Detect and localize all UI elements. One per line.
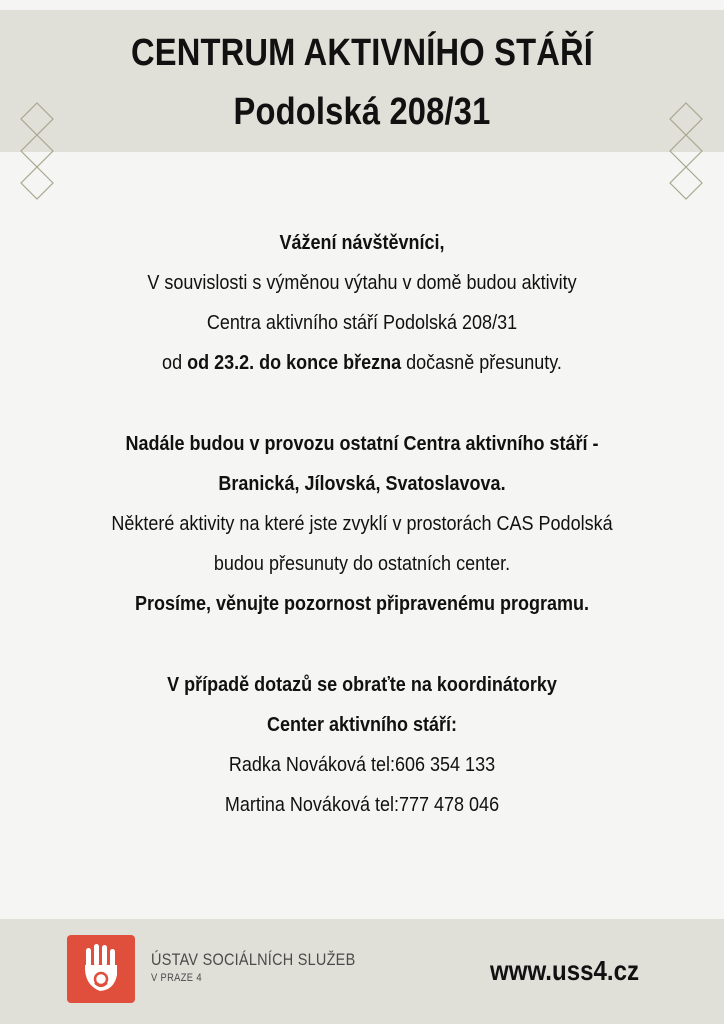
paragraph-line bbox=[36, 348, 688, 378]
website-link[interactable]: www.uss4.cz bbox=[490, 955, 639, 986]
paragraph-line: Centra aktivního stáří Podolská 208/31 bbox=[206, 312, 518, 334]
greeting: Vážení návštěvníci, bbox=[279, 232, 445, 254]
organization-name: ÚSTAV SOCIÁLNÍCH SLUŽEB bbox=[151, 950, 356, 969]
diamond-decoration-icon bbox=[665, 100, 707, 202]
text-fragment: dočasně přesunuty. bbox=[401, 352, 562, 374]
contact-line: Martina Nováková tel:777 478 046 bbox=[224, 794, 500, 816]
contact-line: Radka Nováková tel:606 354 133 bbox=[228, 754, 496, 776]
page-title: CENTRUM AKTIVNÍHO STÁŘÍ bbox=[130, 32, 594, 74]
paragraph-line: V souvislosti s výměnou výtahu v domě budou aktivity bbox=[147, 272, 577, 294]
hand-icon bbox=[67, 935, 135, 1003]
diamond-decoration-icon bbox=[16, 100, 58, 202]
organization-location: V PRAZE 4 bbox=[151, 972, 202, 984]
paragraph-line: Prosíme, věnujte pozornost připravenému programu. bbox=[134, 593, 590, 615]
paragraph-line: V případě dotazů se obraťte na koordinátorky bbox=[167, 674, 557, 696]
date-range: od 23.2. do konce března bbox=[187, 352, 402, 374]
paragraph-line: budou přesunuty do ostatních center. bbox=[213, 553, 511, 575]
paragraph-line: Nadále budou v provozu ostatní Centra aktivního stáří - bbox=[125, 433, 599, 455]
paragraph-line: Branická, Jílovská, Svatoslavova. bbox=[218, 473, 506, 495]
text-fragment: od bbox=[162, 352, 188, 374]
paragraph-line: Některé aktivity na které jste zvyklí v prostorách CAS Podolská bbox=[111, 513, 613, 535]
page-subtitle-address: Podolská 208/31 bbox=[233, 91, 491, 133]
hand-logo-icon bbox=[67, 935, 135, 1003]
paragraph-line: Center aktivního stáří: bbox=[266, 714, 458, 736]
